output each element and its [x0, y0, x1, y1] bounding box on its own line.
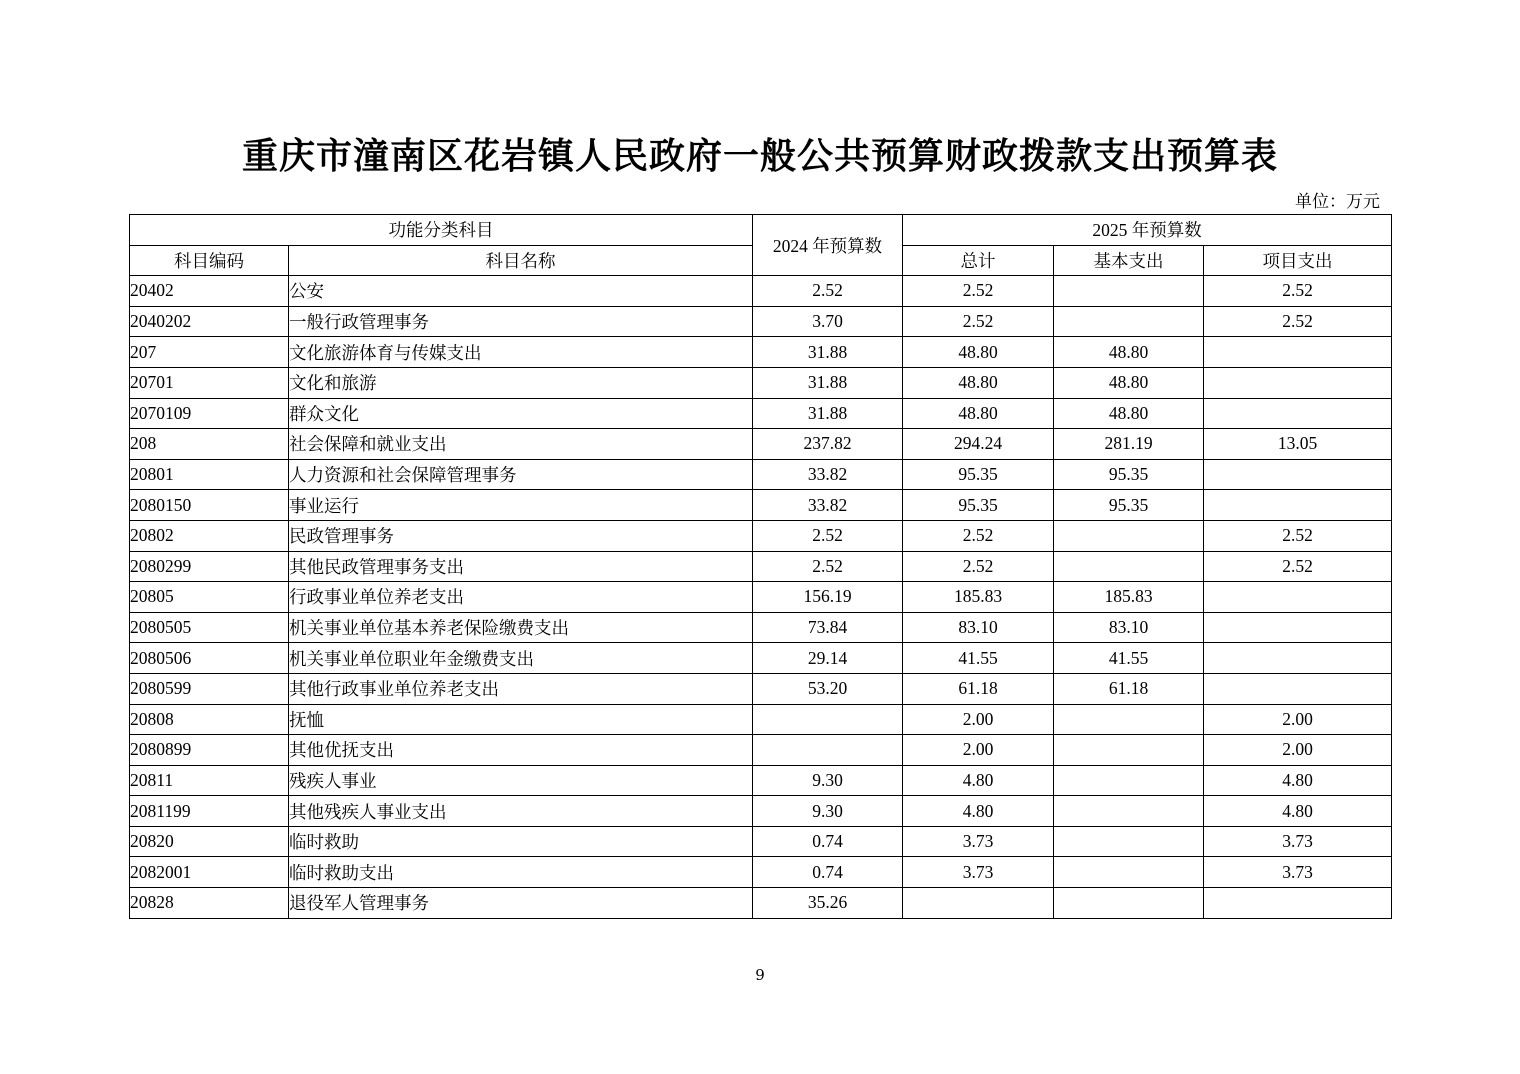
cell-name: 民政管理事务	[289, 520, 753, 551]
table-row	[130, 490, 1392, 521]
cell-name: 其他优抚支出	[289, 735, 753, 766]
table-row	[130, 735, 1392, 766]
budget-table	[129, 214, 1392, 919]
cell-project	[1204, 337, 1392, 368]
cell-code: 20701	[130, 367, 289, 398]
cell-project	[1204, 490, 1392, 521]
cell-name: 其他行政事业单位养老支出	[289, 673, 753, 704]
table-row	[130, 612, 1392, 643]
cell-budget-2024: 73.84	[753, 612, 903, 643]
cell-total: 83.10	[903, 612, 1054, 643]
cell-code: 207	[130, 337, 289, 368]
cell-basic	[1054, 826, 1204, 857]
cell-total	[903, 888, 1054, 919]
cell-name: 退役军人管理事务	[289, 888, 753, 919]
cell-project: 4.80	[1204, 796, 1392, 827]
cell-project	[1204, 612, 1392, 643]
cell-total: 185.83	[903, 582, 1054, 613]
table-row	[130, 551, 1392, 582]
table-row	[130, 704, 1392, 735]
cell-code: 2080150	[130, 490, 289, 521]
cell-basic	[1054, 765, 1204, 796]
cell-project: 3.73	[1204, 857, 1392, 888]
cell-budget-2024: 33.82	[753, 459, 903, 490]
table-row	[130, 888, 1392, 919]
cell-total: 41.55	[903, 643, 1054, 674]
cell-name: 其他残疾人事业支出	[289, 796, 753, 827]
cell-total: 2.00	[903, 704, 1054, 735]
table-row	[130, 796, 1392, 827]
cell-total: 3.73	[903, 857, 1054, 888]
cell-budget-2024: 31.88	[753, 398, 903, 429]
cell-total: 48.80	[903, 398, 1054, 429]
cell-budget-2024: 31.88	[753, 367, 903, 398]
cell-total: 95.35	[903, 490, 1054, 521]
cell-name: 群众文化	[289, 398, 753, 429]
cell-project	[1204, 398, 1392, 429]
cell-budget-2024: 29.14	[753, 643, 903, 674]
cell-basic	[1054, 888, 1204, 919]
header-code: 科目编码	[130, 245, 289, 276]
cell-code: 20801	[130, 459, 289, 490]
cell-basic	[1054, 551, 1204, 582]
table-row	[130, 673, 1392, 704]
cell-budget-2024	[753, 704, 903, 735]
cell-total: 48.80	[903, 367, 1054, 398]
cell-name: 临时救助	[289, 826, 753, 857]
table-row	[130, 582, 1392, 613]
cell-basic: 281.19	[1054, 429, 1204, 460]
cell-project	[1204, 459, 1392, 490]
cell-basic	[1054, 276, 1204, 307]
cell-code: 2080899	[130, 735, 289, 766]
cell-total: 294.24	[903, 429, 1054, 460]
table-row	[130, 459, 1392, 490]
cell-budget-2024: 237.82	[753, 429, 903, 460]
cell-basic	[1054, 704, 1204, 735]
cell-name: 事业运行	[289, 490, 753, 521]
cell-total: 61.18	[903, 673, 1054, 704]
cell-budget-2024: 33.82	[753, 490, 903, 521]
cell-basic: 48.80	[1054, 367, 1204, 398]
cell-name: 残疾人事业	[289, 765, 753, 796]
cell-budget-2024: 53.20	[753, 673, 903, 704]
cell-code: 2040202	[130, 306, 289, 337]
cell-name: 一般行政管理事务	[289, 306, 753, 337]
cell-code: 20802	[130, 520, 289, 551]
cell-name: 文化和旅游	[289, 367, 753, 398]
cell-total: 3.73	[903, 826, 1054, 857]
cell-budget-2024: 0.74	[753, 857, 903, 888]
cell-name: 临时救助支出	[289, 857, 753, 888]
header-budget-2025: 2025 年预算数	[903, 215, 1392, 246]
cell-code: 208	[130, 429, 289, 460]
cell-project	[1204, 582, 1392, 613]
cell-name: 行政事业单位养老支出	[289, 582, 753, 613]
cell-total: 2.52	[903, 276, 1054, 307]
cell-code: 20828	[130, 888, 289, 919]
cell-budget-2024: 9.30	[753, 796, 903, 827]
cell-budget-2024	[753, 735, 903, 766]
cell-basic: 41.55	[1054, 643, 1204, 674]
cell-budget-2024: 2.52	[753, 276, 903, 307]
cell-budget-2024: 156.19	[753, 582, 903, 613]
unit-label: 单位：万元	[1295, 192, 1380, 212]
cell-project: 13.05	[1204, 429, 1392, 460]
table-row	[130, 520, 1392, 551]
cell-budget-2024: 35.26	[753, 888, 903, 919]
table-row	[130, 826, 1392, 857]
cell-name: 机关事业单位基本养老保险缴费支出	[289, 612, 753, 643]
table-row	[130, 429, 1392, 460]
cell-code: 20805	[130, 582, 289, 613]
header-func-category: 功能分类科目	[130, 215, 753, 246]
cell-total: 2.52	[903, 306, 1054, 337]
header-basic: 基本支出	[1054, 245, 1204, 276]
cell-project: 2.52	[1204, 551, 1392, 582]
cell-basic: 83.10	[1054, 612, 1204, 643]
cell-name: 文化旅游体育与传媒支出	[289, 337, 753, 368]
cell-code: 2081199	[130, 796, 289, 827]
cell-project	[1204, 643, 1392, 674]
table-body	[130, 276, 1392, 918]
cell-project: 2.00	[1204, 704, 1392, 735]
cell-code: 20808	[130, 704, 289, 735]
cell-basic: 95.35	[1054, 459, 1204, 490]
table-row	[130, 765, 1392, 796]
cell-code: 2080599	[130, 673, 289, 704]
cell-name: 公安	[289, 276, 753, 307]
cell-budget-2024: 0.74	[753, 826, 903, 857]
table-row	[130, 857, 1392, 888]
cell-project: 4.80	[1204, 765, 1392, 796]
cell-budget-2024: 2.52	[753, 520, 903, 551]
cell-basic	[1054, 857, 1204, 888]
header-total: 总计	[903, 245, 1054, 276]
cell-code: 2080506	[130, 643, 289, 674]
cell-project: 2.52	[1204, 306, 1392, 337]
cell-name: 人力资源和社会保障管理事务	[289, 459, 753, 490]
table-row	[130, 367, 1392, 398]
cell-project	[1204, 888, 1392, 919]
cell-budget-2024: 9.30	[753, 765, 903, 796]
cell-basic: 61.18	[1054, 673, 1204, 704]
cell-code: 2082001	[130, 857, 289, 888]
header-budget-2024: 2024 年预算数	[753, 215, 903, 276]
page-number: 9	[755, 966, 765, 984]
table-row	[130, 643, 1392, 674]
table-row	[130, 276, 1392, 307]
cell-basic: 48.80	[1054, 398, 1204, 429]
document-title: 重庆市潼南区花岩镇人民政府一般公共预算财政拨款支出预算表	[241, 135, 1278, 177]
cell-project: 2.52	[1204, 520, 1392, 551]
cell-project	[1204, 367, 1392, 398]
cell-code: 20820	[130, 826, 289, 857]
cell-project: 2.00	[1204, 735, 1392, 766]
cell-total: 95.35	[903, 459, 1054, 490]
cell-total: 4.80	[903, 796, 1054, 827]
cell-basic	[1054, 796, 1204, 827]
cell-name: 机关事业单位职业年金缴费支出	[289, 643, 753, 674]
cell-basic: 185.83	[1054, 582, 1204, 613]
cell-name: 其他民政管理事务支出	[289, 551, 753, 582]
cell-basic	[1054, 306, 1204, 337]
header-project: 项目支出	[1204, 245, 1392, 276]
cell-basic	[1054, 520, 1204, 551]
cell-basic	[1054, 735, 1204, 766]
cell-total: 4.80	[903, 765, 1054, 796]
table-row	[130, 337, 1392, 368]
cell-basic: 95.35	[1054, 490, 1204, 521]
cell-project	[1204, 673, 1392, 704]
cell-code: 2080299	[130, 551, 289, 582]
cell-budget-2024: 3.70	[753, 306, 903, 337]
cell-total: 48.80	[903, 337, 1054, 368]
cell-code: 2080505	[130, 612, 289, 643]
cell-code: 20811	[130, 765, 289, 796]
cell-basic: 48.80	[1054, 337, 1204, 368]
cell-total: 2.52	[903, 551, 1054, 582]
header-name: 科目名称	[289, 245, 753, 276]
cell-name: 抚恤	[289, 704, 753, 735]
cell-total: 2.00	[903, 735, 1054, 766]
cell-budget-2024: 2.52	[753, 551, 903, 582]
cell-total: 2.52	[903, 520, 1054, 551]
cell-budget-2024: 31.88	[753, 337, 903, 368]
cell-project: 2.52	[1204, 276, 1392, 307]
table-row	[130, 398, 1392, 429]
table-row	[130, 306, 1392, 337]
cell-name: 社会保障和就业支出	[289, 429, 753, 460]
cell-code: 2070109	[130, 398, 289, 429]
cell-code: 20402	[130, 276, 289, 307]
cell-project: 3.73	[1204, 826, 1392, 857]
